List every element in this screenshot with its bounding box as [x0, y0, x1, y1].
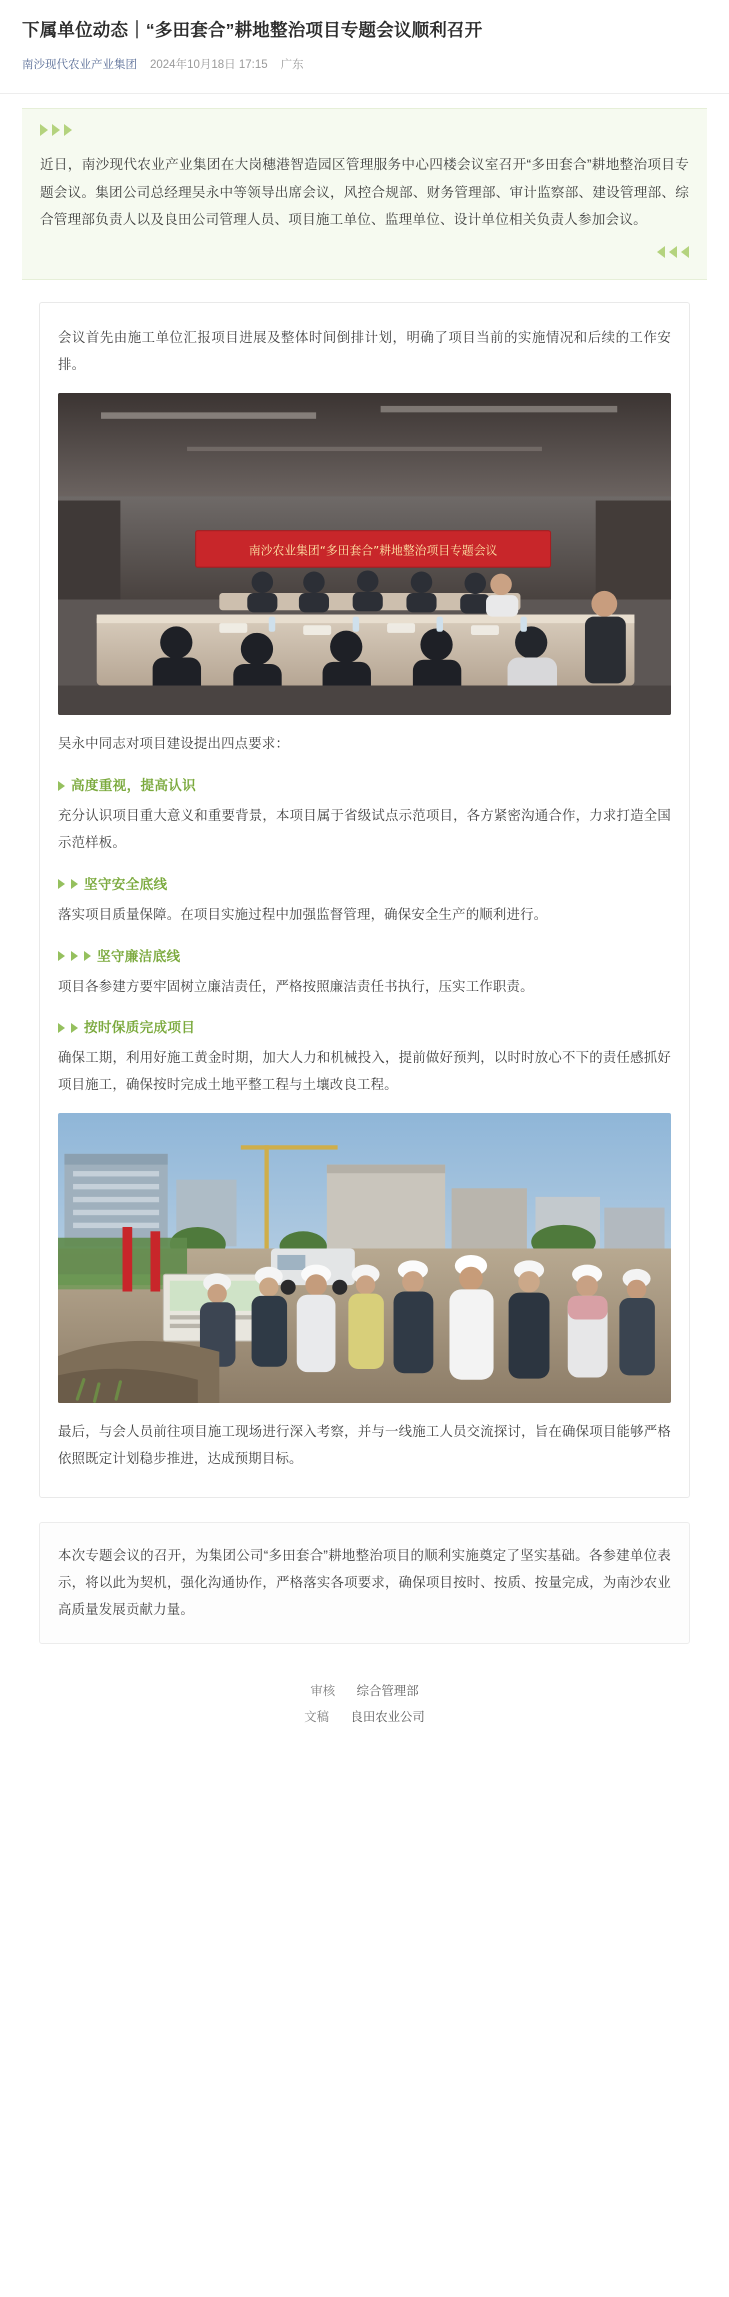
photo-site-inspection	[58, 1113, 671, 1403]
triangle-right-icon	[84, 951, 91, 961]
decor-triangles-right	[40, 245, 689, 259]
triangle-right-icon	[52, 124, 60, 136]
triangle-right-icon	[71, 879, 78, 889]
section-heading-4	[58, 1018, 671, 1037]
section-text-2: 落实项目质量保障。在项目实施过程中加强监督管理，确保安全生产的顺利进行。	[58, 906, 548, 922]
section-heading-3	[58, 947, 671, 966]
footer-review-label: 审核	[310, 1684, 336, 1699]
article-footer	[22, 1678, 707, 1756]
intro-panel	[22, 108, 707, 280]
triangle-left-icon	[657, 246, 665, 258]
section-text-1: 充分认识项目重大意义和重要背景，本项目属于省级试点示范项目，各方紧密沟通合作，力求打造全国示范样板。	[58, 808, 671, 850]
publish-location: 广东	[280, 59, 304, 72]
article-header	[0, 0, 729, 82]
intro-paragraph: 近日，南沙现代农业产业集团在大岗穗港智造园区管理服务中心四楼会议室召开“多田套合”耕地整治项目专题会议。集团公司总经理吴永中等领导出席会议，风控合规部、财务管理部、审计监察部、建设管理部、综合管理部负责人以及良田公司管理人员、项目施工单位、监理单位、设计单位相关负责人参加会议。	[40, 157, 689, 227]
decor-triangles-left	[40, 123, 689, 137]
section-heading-2	[58, 875, 671, 894]
section-heading-2-label: 坚守安全底线	[84, 876, 168, 892]
article-meta	[22, 56, 707, 72]
triangle-right-icon	[58, 781, 65, 791]
paragraph-four-requirements-intro: 吴永中同志对项目建设提出四点要求：	[58, 736, 290, 752]
account-name[interactable]: 南沙现代农业产业集团	[22, 59, 137, 72]
triangle-left-icon	[669, 246, 677, 258]
closing-paragraph: 本次专题会议的召开，为集团公司“多田套合”耕地整治项目的顺利实施奠定了坚实基础。各参建单位表示，将以此为契机，强化沟通协作，严格落实各项要求，确保项目按时、按质、按量完成，为南沙农业高质量发展贡献力量。	[58, 1547, 671, 1617]
section-heading-1	[58, 776, 671, 795]
section-text-4: 确保工期，利用好施工黄金时期，加大人力和机械投入，提前做好预判，以时时放心不下的责任感抓好项目施工，确保按时完成土地平整工程与土壤改良工程。	[58, 1050, 671, 1093]
publish-date: 2024年10月18日 17:15	[150, 59, 268, 72]
main-content-card	[39, 302, 690, 1498]
triangle-right-icon	[58, 951, 65, 961]
page-title: 下属单位动态｜“多田套合”耕地整治项目专题会议顺利召开	[22, 20, 483, 40]
header-divider	[0, 93, 729, 94]
photo-conference-room	[58, 393, 671, 716]
triangle-right-icon	[58, 1023, 65, 1033]
triangle-right-icon	[71, 951, 78, 961]
closing-panel	[39, 1522, 690, 1644]
section-heading-4-label: 按时保质完成项目	[84, 1020, 196, 1036]
paragraph-meeting-report: 会议首先由施工单位汇报项目进展及整体时间倒排计划，明确了项目当前的实施情况和后续的工作安排。	[58, 329, 671, 372]
footer-draft-label: 文稿	[304, 1710, 329, 1725]
section-heading-3-label: 坚守廉洁底线	[97, 948, 181, 964]
svg-text:南沙农业集团“多田套合”耕地整治项目专题会议: 南沙农业集团“多田套合”耕地整治项目专题会议	[248, 542, 498, 557]
footer-draft-row	[22, 1704, 707, 1730]
section-text-3: 项目各参建方要牢固树立廉洁责任，严格按照廉洁责任书执行，压实工作职责。	[58, 978, 534, 994]
triangle-right-icon	[64, 124, 72, 136]
footer-review-row	[22, 1678, 707, 1704]
triangle-right-icon	[71, 1023, 78, 1033]
triangle-right-icon	[58, 879, 65, 889]
footer-draft-value: 良田农业公司	[350, 1710, 425, 1725]
article-body	[0, 108, 729, 1756]
triangle-right-icon	[40, 124, 48, 136]
triangle-left-icon	[681, 246, 689, 258]
footer-review-value: 综合管理部	[356, 1684, 419, 1699]
section-heading-1-label: 高度重视，提高认识	[71, 778, 197, 793]
paragraph-site-visit: 最后，与会人员前往项目施工现场进行深入考察，并与一线施工人员交流探讨，旨在确保项目能够严格依照既定计划稳步推进，达成预期目标。	[58, 1424, 671, 1467]
